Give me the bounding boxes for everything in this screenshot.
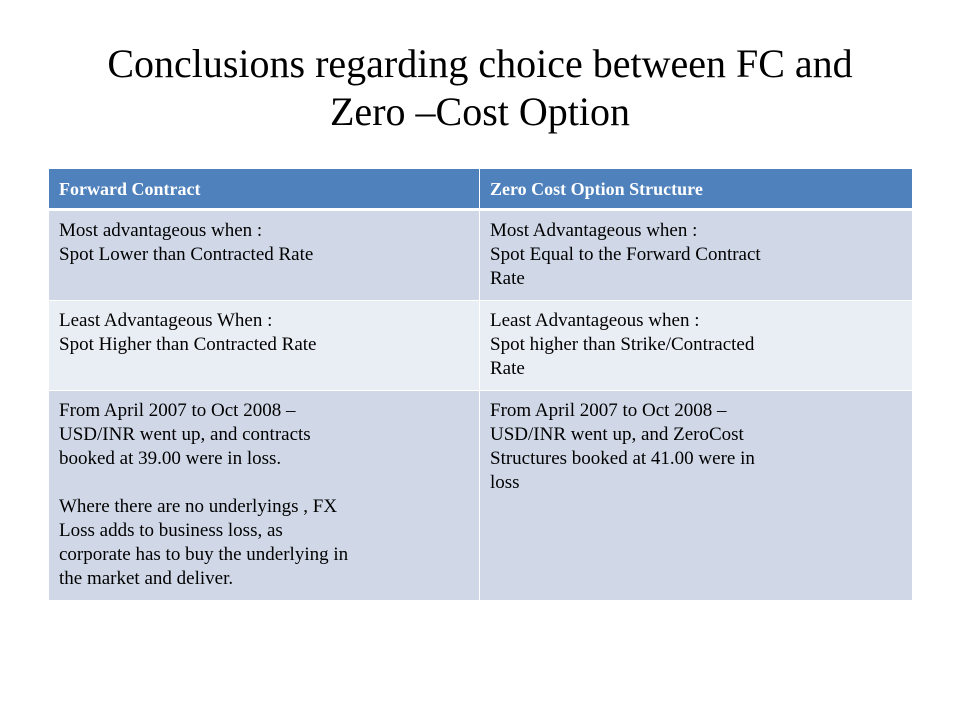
cell-line: Most Advantageous when : bbox=[490, 220, 698, 241]
cell-line: From April 2007 to Oct 2008 – bbox=[59, 400, 296, 421]
cell-line: Structures booked at 41.00 were in bbox=[490, 448, 755, 469]
cell-zco-history bbox=[480, 391, 913, 601]
cell-line: From April 2007 to Oct 2008 – bbox=[490, 400, 727, 421]
paragraph-gap bbox=[59, 471, 469, 495]
cell-line: corporate has to buy the underlying in bbox=[59, 544, 349, 565]
cell-line: Spot Equal to the Forward Contract bbox=[490, 244, 761, 265]
slide-title-line-1: Conclusions regarding choice between FC and bbox=[107, 41, 853, 86]
cell-line: booked at 39.00 were in loss. bbox=[59, 448, 282, 469]
cell-line: Rate bbox=[490, 268, 525, 289]
cell-line: Loss adds to business loss, as bbox=[59, 520, 283, 541]
cell-line: Spot Lower than Contracted Rate bbox=[59, 244, 314, 265]
header-zero-cost-option: Zero Cost Option Structure bbox=[480, 169, 913, 210]
cell-line: loss bbox=[490, 472, 520, 493]
table-header-row bbox=[49, 169, 913, 210]
cell-fc-least-advantageous bbox=[49, 301, 480, 391]
cell-line: USD/INR went up, and contracts bbox=[59, 424, 311, 445]
cell-line: Least Advantageous When : bbox=[59, 310, 273, 331]
cell-line: Spot Higher than Contracted Rate bbox=[59, 334, 317, 355]
slide-title-line-2: Zero –Cost Option bbox=[330, 89, 630, 134]
cell-line: USD/INR went up, and ZeroCost bbox=[490, 424, 744, 445]
cell-zco-most-advantageous bbox=[480, 210, 913, 301]
cell-line: Least Advantageous when : bbox=[490, 310, 700, 331]
table-row-least-advantageous bbox=[49, 301, 913, 391]
cell-line: Spot higher than Strike/Contracted bbox=[490, 334, 755, 355]
table-row-history bbox=[49, 391, 913, 601]
cell-fc-most-advantageous bbox=[49, 210, 480, 301]
slide-title bbox=[0, 40, 960, 136]
cell-zco-least-advantageous bbox=[480, 301, 913, 391]
comparison-table bbox=[48, 168, 913, 601]
cell-line: the market and deliver. bbox=[59, 568, 234, 589]
header-forward-contract: Forward Contract bbox=[49, 169, 480, 210]
cell-line: Where there are no underlyings , FX bbox=[59, 496, 338, 517]
cell-fc-history bbox=[49, 391, 480, 601]
cell-line: Most advantageous when : bbox=[59, 220, 263, 241]
cell-line: Rate bbox=[490, 358, 525, 379]
table-row-most-advantageous bbox=[49, 210, 913, 301]
